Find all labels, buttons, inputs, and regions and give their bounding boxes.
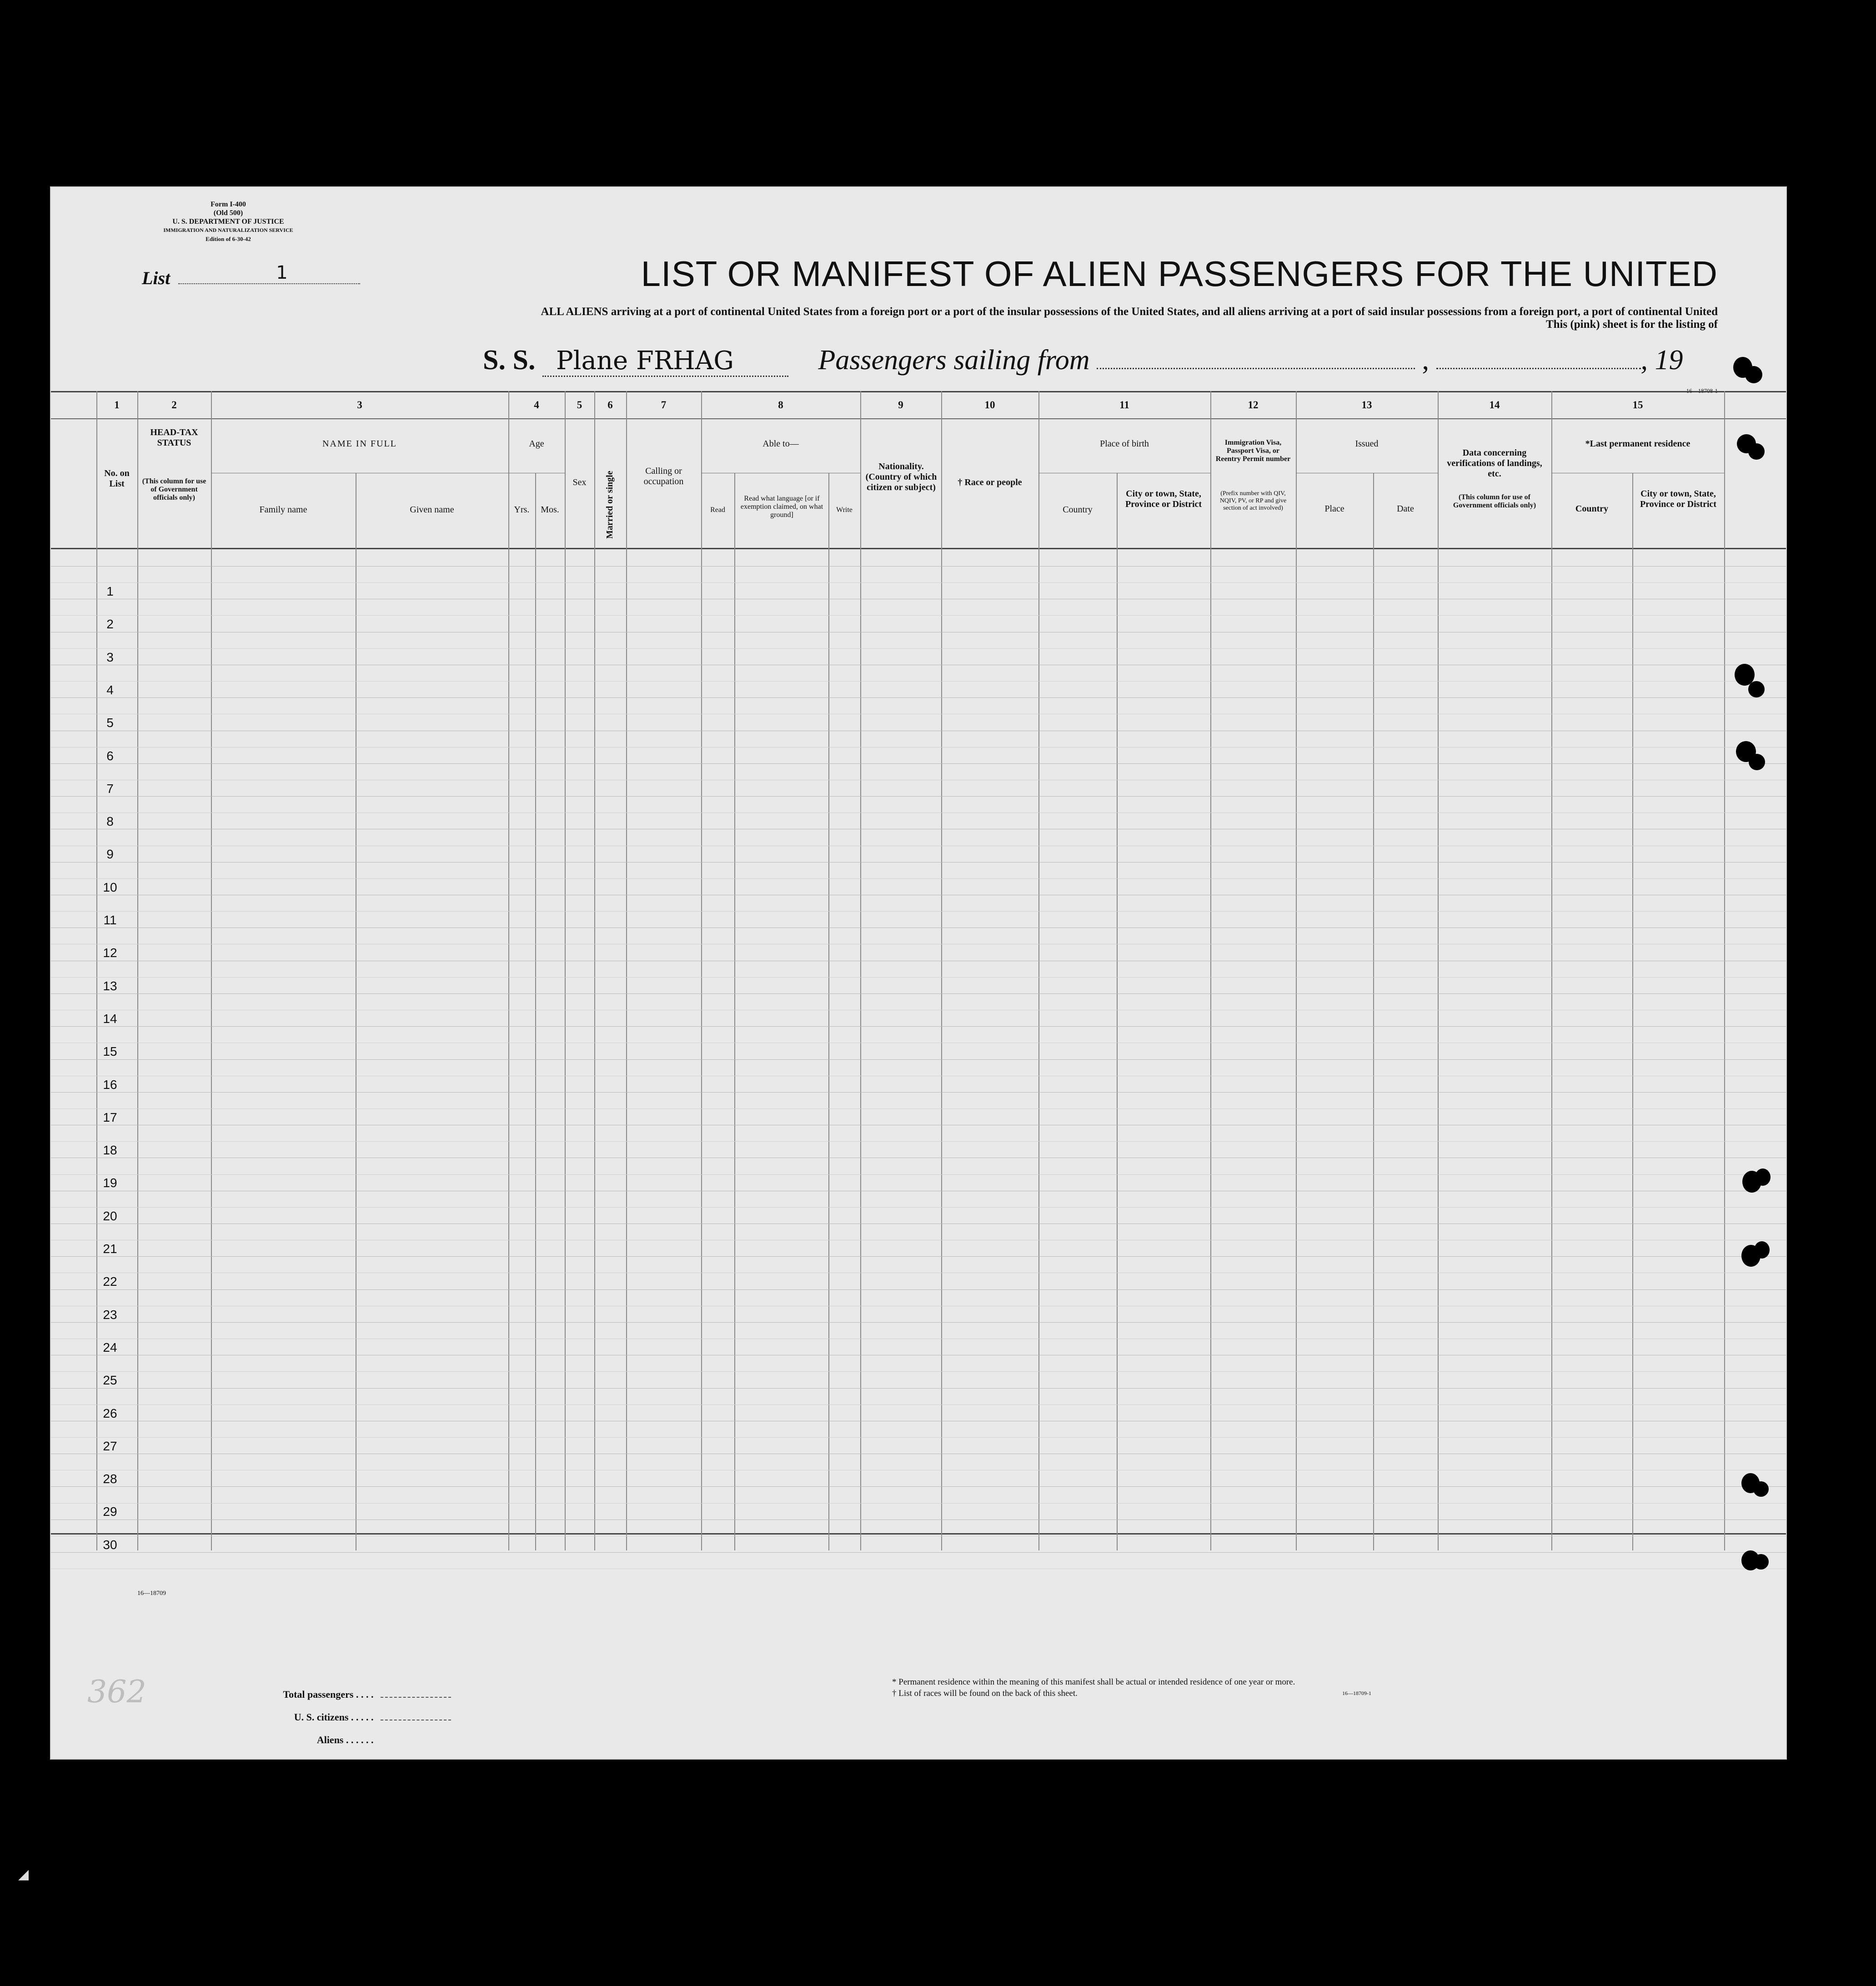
row-rule	[51, 763, 1786, 764]
row-number: 1	[106, 584, 114, 598]
row-subrule	[51, 1437, 1786, 1438]
place-header: Place	[1324, 504, 1344, 514]
row-subrule	[51, 911, 1786, 912]
row-rule	[51, 1388, 1786, 1389]
manifest-table	[51, 391, 1786, 1550]
col-num-3: 3	[357, 399, 362, 411]
row-rule	[51, 1289, 1786, 1290]
col-num-14: 14	[1489, 399, 1500, 411]
mos-header: Mos.	[541, 505, 559, 515]
write-header: Write	[836, 506, 853, 514]
sex-header: Sex	[572, 477, 587, 487]
row-number: 19	[103, 1176, 117, 1190]
scan-speck: ◢	[18, 1867, 29, 1882]
nationality-header: Nationality. (Country of which citizen or subject)	[865, 461, 937, 492]
table-code: 16—18709	[137, 1590, 166, 1597]
manifest-sheet	[50, 186, 1787, 1760]
subtitle-line-1: ALL ALIENS arriving at a port of continental United States from a foreign port or a port of the insular possessions of the United States, and all aliens arriving at a port of said insular possessions from a foreign port, a port of continental United	[541, 306, 1718, 318]
read-what-header: Read what language [or if exemption claimed, on what ground]	[740, 495, 823, 519]
footnotes	[892, 1676, 1295, 1699]
age-header: Age	[529, 439, 544, 449]
list-field	[142, 262, 360, 289]
row-number: 24	[103, 1340, 117, 1354]
landing-note: (This column for use of Government officials only)	[1453, 493, 1536, 509]
row-number: 7	[106, 781, 114, 796]
row-number: 3	[106, 650, 114, 664]
punch-hole	[1749, 754, 1765, 770]
row-rule	[51, 1486, 1786, 1487]
year-prefix: , 19	[1640, 345, 1683, 376]
form-number: Form I-400	[211, 201, 246, 208]
col-num-9: 9	[898, 399, 903, 411]
footnote-residence: * Permanent residence within the meaning of this manifest shall be actual or intended residence of one year or more.	[892, 1677, 1295, 1687]
row-rule	[51, 862, 1786, 863]
visa-note: (Prefix number with QIV, NQIV, PV, or RP and give section of act involved)	[1219, 490, 1287, 512]
row-number: 10	[103, 880, 117, 894]
yrs-header: Yrs.	[514, 505, 530, 515]
row-subrule	[51, 1141, 1786, 1142]
able-to-header: Able to—	[762, 439, 799, 449]
col-num-12: 12	[1248, 399, 1259, 411]
country2-header: Country	[1575, 504, 1609, 514]
subtitle-line-2: This (pink) sheet is for the listing of	[1545, 318, 1718, 331]
city-town2-header: City or town, State, Province or District	[1640, 489, 1717, 509]
row-number: 28	[103, 1472, 117, 1486]
row-number: 14	[103, 1011, 117, 1026]
row-number: 9	[106, 847, 114, 862]
list-line	[178, 262, 360, 284]
handwritten-number: 362	[87, 1674, 146, 1710]
row-subrule	[51, 812, 1786, 813]
form-code: 16—18708-1	[1686, 387, 1718, 394]
form-subtitle	[541, 306, 1718, 331]
ss-value: Plane FRHAG	[542, 346, 788, 377]
punch-hole	[1753, 1481, 1769, 1497]
total-passengers-line	[381, 1697, 451, 1698]
punch-hole	[1745, 366, 1762, 383]
page-title: LIST OR MANIFEST OF ALIEN PASSENGERS FOR THE UNITED	[641, 254, 1718, 294]
landing-data-header: Data concerning verifications of landings, etc.	[1447, 448, 1542, 479]
col-num-1: 1	[114, 399, 120, 411]
row-subrule	[51, 1108, 1786, 1109]
col-num-11: 11	[1119, 399, 1129, 411]
issued-header: Issued	[1355, 439, 1379, 449]
row-number: 2	[106, 617, 114, 632]
department-name: U. S. DEPARTMENT OF JUSTICE	[172, 218, 284, 226]
row-number: 5	[106, 716, 114, 730]
row-rule	[51, 566, 1786, 567]
row-rule	[51, 993, 1786, 994]
punch-hole	[1755, 1169, 1771, 1186]
list-label: List	[142, 268, 171, 288]
visa-header: Immigration Visa, Passport Visa, or Reentry Permit number	[1215, 439, 1291, 463]
row-subrule	[51, 1404, 1786, 1405]
row-number: 16	[103, 1077, 117, 1092]
col-num-6: 6	[607, 399, 613, 411]
row-rule	[51, 1059, 1786, 1060]
row-rule	[51, 1092, 1786, 1093]
row-number: 11	[103, 913, 117, 927]
us-citizens-label: U. S. citizens	[294, 1711, 349, 1723]
col-num-5: 5	[577, 399, 582, 411]
sailing-label: Passengers sailing from	[818, 345, 1090, 376]
col-num-15: 15	[1632, 399, 1643, 411]
row-number: 20	[103, 1209, 117, 1223]
edition-date: Edition of 6-30-42	[206, 236, 251, 242]
date-header: Date	[1397, 504, 1414, 514]
row-subrule	[51, 648, 1786, 649]
row-number: 18	[103, 1143, 117, 1158]
row-number: 25	[103, 1373, 117, 1388]
row-rule	[51, 697, 1786, 698]
row-rule	[51, 1026, 1786, 1027]
footnote-code: 16—18709-1	[1342, 1690, 1371, 1696]
head-tax-note: (This column for use of Government officials only)	[142, 477, 206, 502]
row-number: 12	[103, 946, 117, 960]
name-in-full-header: NAME IN FULL	[322, 439, 397, 449]
row-number: 23	[103, 1307, 117, 1322]
sailing-from-line	[1097, 350, 1415, 369]
row-number: 4	[106, 682, 114, 697]
married-header: Married or single	[605, 471, 615, 539]
row-subrule	[51, 878, 1786, 879]
row-number: 27	[103, 1439, 117, 1453]
row-number: 13	[103, 978, 117, 993]
row-subrule	[51, 977, 1786, 978]
row-rule	[51, 1322, 1786, 1323]
row-subrule	[51, 1174, 1786, 1175]
row-subrule	[51, 1503, 1786, 1504]
col-num-2: 2	[171, 399, 177, 411]
race-header: † Race or people	[958, 477, 1022, 487]
read-header: Read	[710, 506, 725, 514]
row-subrule	[51, 582, 1786, 583]
col-num-8: 8	[778, 399, 783, 411]
country-header: Country	[1063, 505, 1093, 515]
col-num-7: 7	[661, 399, 667, 411]
old-form-number: (Old 500)	[213, 209, 243, 217]
total-passengers-label: Total passengers	[283, 1689, 354, 1700]
row-rule	[51, 1552, 1786, 1553]
row-rule	[51, 1256, 1786, 1257]
family-name-header: Family name	[259, 505, 307, 515]
row-number: 6	[106, 748, 114, 763]
row-subrule	[51, 615, 1786, 616]
row-number: 29	[103, 1505, 117, 1519]
col-num-13: 13	[1361, 399, 1372, 411]
place-of-birth-header: Place of birth	[1100, 439, 1149, 449]
row-number: 17	[103, 1110, 117, 1124]
row-number: 26	[103, 1406, 117, 1420]
row-number: 8	[106, 814, 114, 829]
row-number: 21	[103, 1242, 117, 1256]
row-rule	[51, 796, 1786, 797]
no-on-list-header: No. on List	[104, 468, 130, 489]
date-line	[1436, 350, 1641, 369]
footnote-races: † List of races will be found on the back of this sheet.	[892, 1689, 1078, 1698]
row-number: 30	[103, 1537, 117, 1552]
aliens-label: Aliens	[316, 1734, 344, 1745]
row-number: 15	[103, 1044, 117, 1059]
totals-block: Total passengers . . . . U. S. citizens . . . . . Aliens . . . . . .	[215, 1683, 451, 1751]
punch-hole	[1748, 443, 1765, 460]
calling-header: Calling or occupation	[643, 466, 684, 486]
row-subrule	[51, 1371, 1786, 1372]
punch-hole	[1748, 681, 1765, 697]
form-identification	[142, 200, 315, 243]
col-num-10: 10	[984, 399, 995, 411]
list-value: 1	[276, 262, 288, 283]
col-num-4: 4	[534, 399, 539, 411]
given-name-header: Given name	[410, 505, 454, 515]
ss-label: S. S.	[483, 345, 536, 376]
vessel-row: S. S. Plane FRHAG Passengers sailing from , , 19	[483, 344, 1683, 377]
head-tax-header: HEAD-TAX STATUS	[150, 427, 198, 448]
city-town-header: City or town, State, Province or District	[1125, 489, 1202, 509]
row-number: 22	[103, 1274, 117, 1289]
row-subrule	[51, 1207, 1786, 1208]
service-name: IMMIGRATION AND NATURALIZATION SERVICE	[163, 227, 293, 233]
last-residence-header: *Last permanent residence	[1585, 439, 1690, 449]
punch-hole	[1753, 1554, 1769, 1570]
punch-hole	[1754, 1241, 1770, 1259]
row-subrule	[51, 681, 1786, 682]
